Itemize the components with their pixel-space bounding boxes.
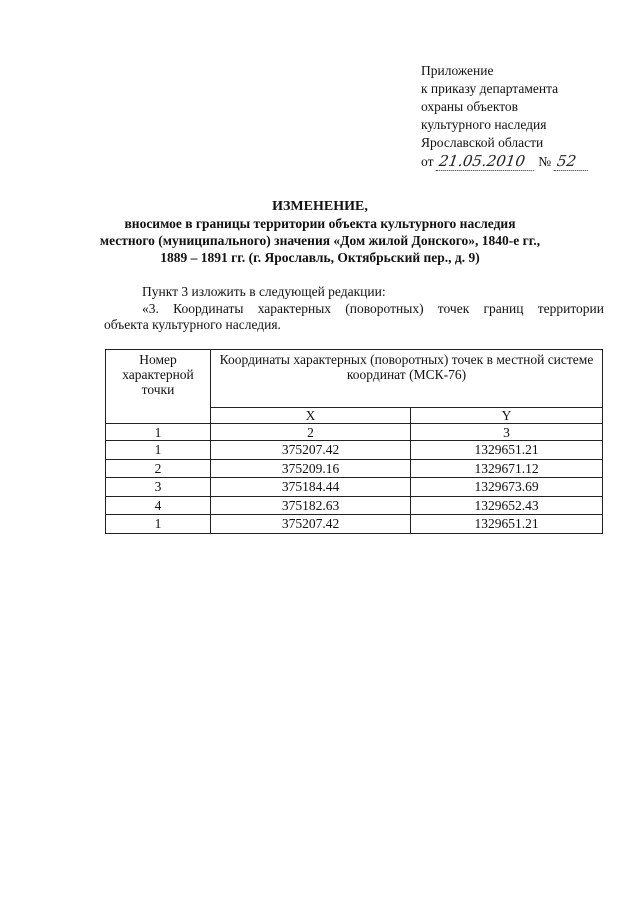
date-prefix: от	[421, 154, 434, 169]
paragraph-item-end: объекта культурного наследия.	[104, 317, 281, 332]
coord-y: 1329651.21	[411, 515, 603, 534]
number-sign: №	[538, 154, 552, 169]
coord-x: 375182.63	[211, 496, 411, 515]
appendix-date-line	[421, 152, 631, 171]
coord-y: 1329651.21	[411, 441, 603, 460]
coordinates-table	[105, 349, 603, 534]
point-number: 1	[106, 515, 211, 534]
point-number: 1	[106, 441, 211, 460]
column-number: 3	[411, 424, 603, 441]
appendix-line: Приложение	[421, 63, 494, 78]
appendix-line: охраны объектов	[421, 99, 519, 114]
handwritten-number: 52	[553, 152, 590, 171]
column-number: 1	[106, 424, 211, 441]
table-row	[106, 515, 603, 534]
header-point-number: Номер характерной точки	[106, 350, 211, 424]
paragraph-instruction: Пункт 3 изложить в следующей редакции:	[142, 284, 386, 299]
coord-y: 1329652.43	[411, 496, 603, 515]
header-y: Y	[411, 408, 603, 424]
title-line: местного (муниципального) значения «Дом жилой Донского», 1840-е гг.,	[99, 233, 541, 248]
coord-x: 375209.16	[211, 459, 411, 478]
header-x: X	[211, 408, 411, 424]
body-text	[104, 284, 604, 334]
coord-x: 375184.44	[211, 478, 411, 497]
header-coordinates: Координаты характерных (поворотных) точек в местной системе координат (МСК-76)	[211, 350, 603, 408]
title-line: 1889 – 1891 гг. (г. Ярославль, Октябрьский пер., д. 9)	[160, 250, 480, 265]
coord-x: 375207.42	[211, 441, 411, 460]
table-row	[106, 496, 603, 515]
appendix-line: культурного наследия	[421, 117, 547, 132]
appendix-line: Ярославской области	[421, 135, 544, 150]
coord-x: 375207.42	[211, 515, 411, 534]
coord-y: 1329671.12	[411, 459, 603, 478]
document-title	[90, 198, 550, 266]
title-line: вносимое в границы территории объекта культурного наследия	[124, 216, 516, 231]
handwritten-date: 21.05.2010	[436, 152, 537, 171]
table-row	[106, 459, 603, 478]
point-number: 2	[106, 459, 211, 478]
coord-y: 1329673.69	[411, 478, 603, 497]
column-number: 2	[211, 424, 411, 441]
title-main: ИЗМЕНЕНИЕ,	[272, 199, 368, 214]
point-number: 3	[106, 478, 211, 497]
point-number: 4	[106, 496, 211, 515]
appendix-block	[421, 62, 631, 171]
table-row	[106, 478, 603, 497]
table-row	[106, 441, 603, 460]
paragraph-item-start: «3. Координаты характерных (поворотных) точек границ территории	[142, 300, 604, 316]
appendix-line: к приказу департамента	[421, 81, 559, 96]
